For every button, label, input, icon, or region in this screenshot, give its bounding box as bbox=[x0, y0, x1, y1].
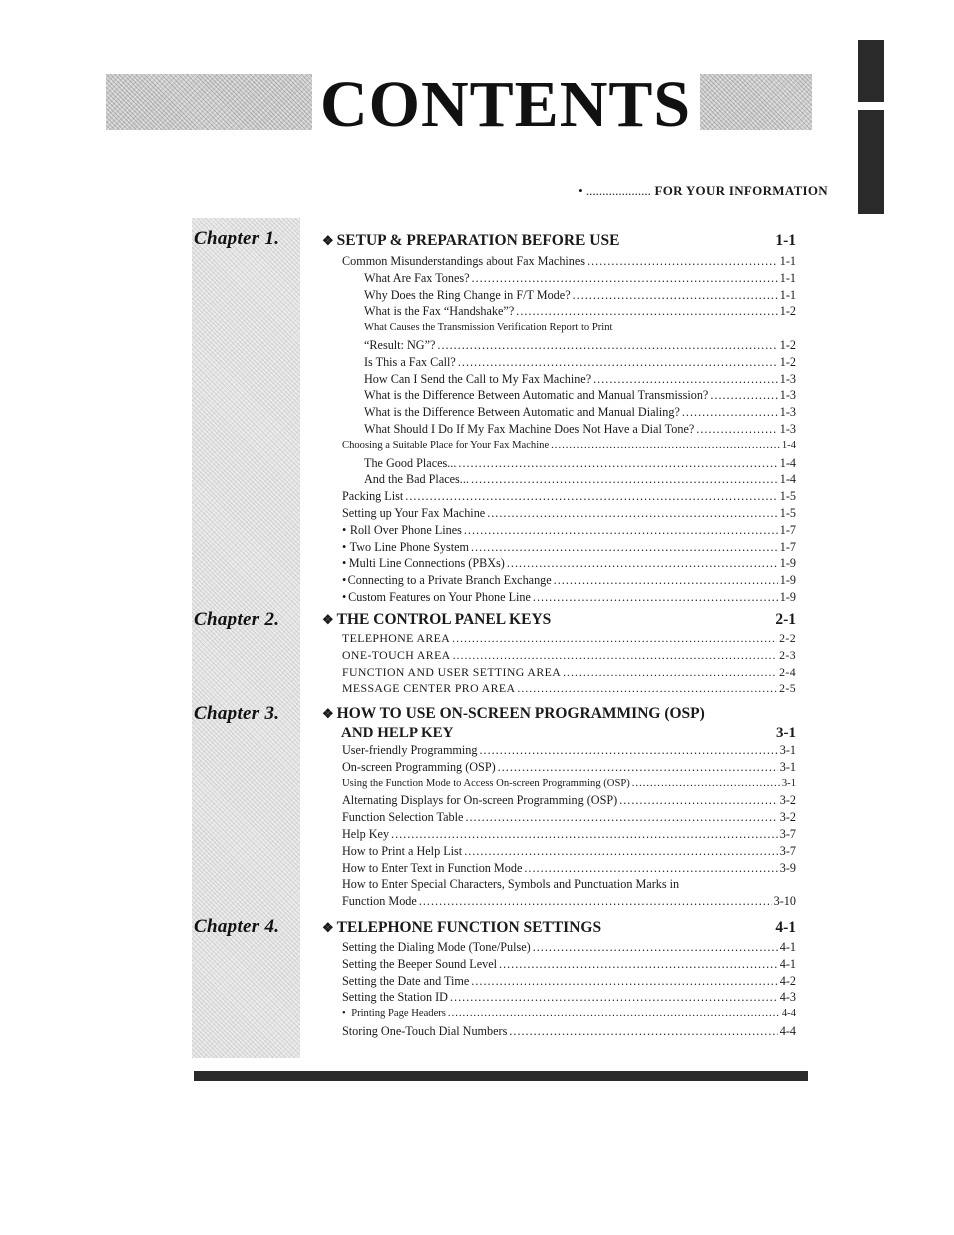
toc-entry[interactable]: MESSAGE CENTER PRO AREA ..... 2-5 bbox=[322, 680, 796, 697]
toc-entry[interactable]: Storing One-Touch Dial Numbers ..... 4-4 bbox=[322, 1023, 796, 1040]
section-heading-continued[interactable]: AND HELP KEY 3-1 bbox=[341, 725, 796, 741]
toc-entry[interactable]: FUNCTION AND USER SETTING AREA ..... 2-4 bbox=[322, 664, 796, 681]
info-dots: .................... bbox=[582, 183, 651, 198]
info-label: FOR YOUR INFORMATION bbox=[654, 183, 828, 198]
bullet-icon: • bbox=[342, 1008, 346, 1020]
toc-entry[interactable]: Is This a Fax Call? ..... 1-2 bbox=[322, 354, 796, 371]
toc-entry[interactable]: What is the Difference Between Automatic and Manual Transmission? ..... 1-3 bbox=[322, 387, 796, 404]
toc-entry[interactable]: What Are Fax Tones? ..... 1-1 bbox=[322, 270, 796, 287]
toc-entry[interactable]: “Result: NG”? ..... 1-2 bbox=[322, 337, 796, 354]
toc-entry[interactable]: User-friendly Programming ..... 3-1 bbox=[322, 742, 796, 759]
toc-entry-bulleted[interactable]: • Two Line Phone System ..... 1-7 bbox=[322, 539, 796, 556]
bottom-rule bbox=[194, 1071, 808, 1081]
side-tab-upper bbox=[858, 40, 884, 102]
title-left-hatch bbox=[106, 74, 312, 130]
chapter-4-toc bbox=[322, 918, 796, 1040]
bullet-icon: • bbox=[342, 556, 347, 571]
toc-entry-bulleted[interactable]: • Roll Over Phone Lines ..... 1-7 bbox=[322, 522, 796, 539]
toc-entry[interactable]: Alternating Displays for On-screen Programming (OSP) ..... 3-2 bbox=[322, 792, 796, 809]
toc-entry[interactable]: Help Key ..... 3-7 bbox=[322, 826, 796, 843]
diamond-icon: ❖ bbox=[322, 920, 334, 935]
chapter-3-label: Chapter 3. bbox=[194, 703, 280, 724]
toc-entry[interactable]: How Can I Send the Call to My Fax Machine? ..... 1-3 bbox=[322, 371, 796, 388]
diamond-icon: ❖ bbox=[322, 233, 334, 248]
toc-entry[interactable]: Setting the Beeper Sound Level ..... 4-1 bbox=[322, 956, 796, 973]
bullet-icon: • bbox=[342, 589, 347, 604]
section-heading[interactable]: ❖ THE CONTROL PANEL KEYS 2-1 bbox=[322, 611, 796, 628]
chapter-2-toc bbox=[322, 610, 796, 697]
toc-entry[interactable]: Setting the Date and Time ..... 4-2 bbox=[322, 973, 796, 990]
toc-entry[interactable]: What is the Fax “Handshake”? ..... 1-2 bbox=[322, 303, 796, 320]
bullet-icon: • bbox=[342, 573, 347, 588]
page-title: CONTENTS bbox=[320, 68, 692, 141]
toc-entry[interactable]: Setting up Your Fax Machine ..... 1-5 bbox=[322, 505, 796, 522]
toc-entry[interactable]: TELEPHONE AREA ..... 2-2 bbox=[322, 630, 796, 647]
bullet-icon: • bbox=[342, 539, 347, 554]
toc-entry-bulleted[interactable]: • Custom Features on Your Phone Line ..... 1-9 bbox=[322, 589, 796, 606]
toc-entry-wrapped[interactable]: What Causes the Transmission Verification Report to Print bbox=[364, 322, 613, 334]
info-bullet: • bbox=[578, 183, 583, 198]
toc-entry[interactable]: How to Print a Help List ..... 3-7 bbox=[322, 843, 796, 860]
section-heading[interactable]: ❖ TELEPHONE FUNCTION SETTINGS 4-1 bbox=[322, 919, 796, 936]
chapter-4-label: Chapter 4. bbox=[194, 916, 280, 937]
toc-entry-wrapped[interactable]: How to Enter Special Characters, Symbols and Punctuation Marks in bbox=[342, 877, 680, 892]
chapter-2-label: Chapter 2. bbox=[194, 609, 280, 630]
toc-entry[interactable]: And the Bad Places... ..... 1-4 bbox=[322, 471, 796, 488]
toc-entry[interactable]: ONE-TOUCH AREA ..... 2-3 bbox=[322, 647, 796, 664]
toc-entry[interactable]: Choosing a Suitable Place for Your Fax Machine ..... 1-4 bbox=[322, 438, 796, 455]
toc-entry[interactable]: How to Enter Text in Function Mode ..... 3-9 bbox=[322, 860, 796, 877]
side-tab-lower bbox=[858, 110, 884, 214]
toc-entry[interactable]: Function Selection Table ..... 3-2 bbox=[322, 809, 796, 826]
diamond-icon: ❖ bbox=[322, 612, 334, 627]
toc-entry[interactable]: Common Misunderstandings about Fax Machines ..... 1-1 bbox=[322, 253, 796, 270]
toc-entry[interactable]: Using the Function Mode to Access On-screen Programming (OSP) ..... 3-1 bbox=[322, 776, 796, 793]
section-heading[interactable]: ❖ SETUP & PREPARATION BEFORE USE 1-1 bbox=[322, 232, 796, 249]
toc-entry[interactable]: What is the Difference Between Automatic and Manual Dialing? ..... 1-3 bbox=[322, 404, 796, 421]
chapter-1-label: Chapter 1. bbox=[194, 228, 280, 249]
toc-entry[interactable]: Setting the Station ID ..... 4-3 bbox=[322, 989, 796, 1006]
for-your-information-note bbox=[578, 183, 828, 199]
toc-entry[interactable]: Setting the Dialing Mode (Tone/Pulse) ..... 4-1 bbox=[322, 939, 796, 956]
chapter-1-toc bbox=[322, 231, 796, 606]
toc-entry[interactable]: The Good Places... ..... 1-4 bbox=[322, 455, 796, 472]
title-right-hatch bbox=[700, 74, 812, 130]
chapter-3-toc bbox=[322, 704, 796, 910]
section-heading[interactable]: ❖ HOW TO USE ON-SCREEN PROGRAMMING (OSP) bbox=[322, 705, 705, 722]
bullet-icon: • bbox=[342, 522, 347, 537]
toc-entry[interactable]: What Should I Do If My Fax Machine Does Not Have a Dial Tone? ..... 1-3 bbox=[322, 421, 796, 438]
toc-entry-bulleted[interactable]: • Multi Line Connections (PBXs) ..... 1-9 bbox=[322, 555, 796, 572]
toc-entry[interactable]: On-screen Programming (OSP) ..... 3-1 bbox=[322, 759, 796, 776]
toc-entry[interactable]: Why Does the Ring Change in F/T Mode? ..... 1-1 bbox=[322, 287, 796, 304]
toc-entry[interactable]: Function Mode ..... 3-10 bbox=[322, 893, 796, 910]
toc-entry-bulleted[interactable]: • Printing Page Headers ..... 4-4 bbox=[322, 1006, 796, 1023]
toc-entry-bulleted[interactable]: • Connecting to a Private Branch Exchange ..... 1-9 bbox=[322, 572, 796, 589]
toc-entry[interactable]: Packing List ..... 1-5 bbox=[322, 488, 796, 505]
diamond-icon: ❖ bbox=[322, 706, 334, 721]
